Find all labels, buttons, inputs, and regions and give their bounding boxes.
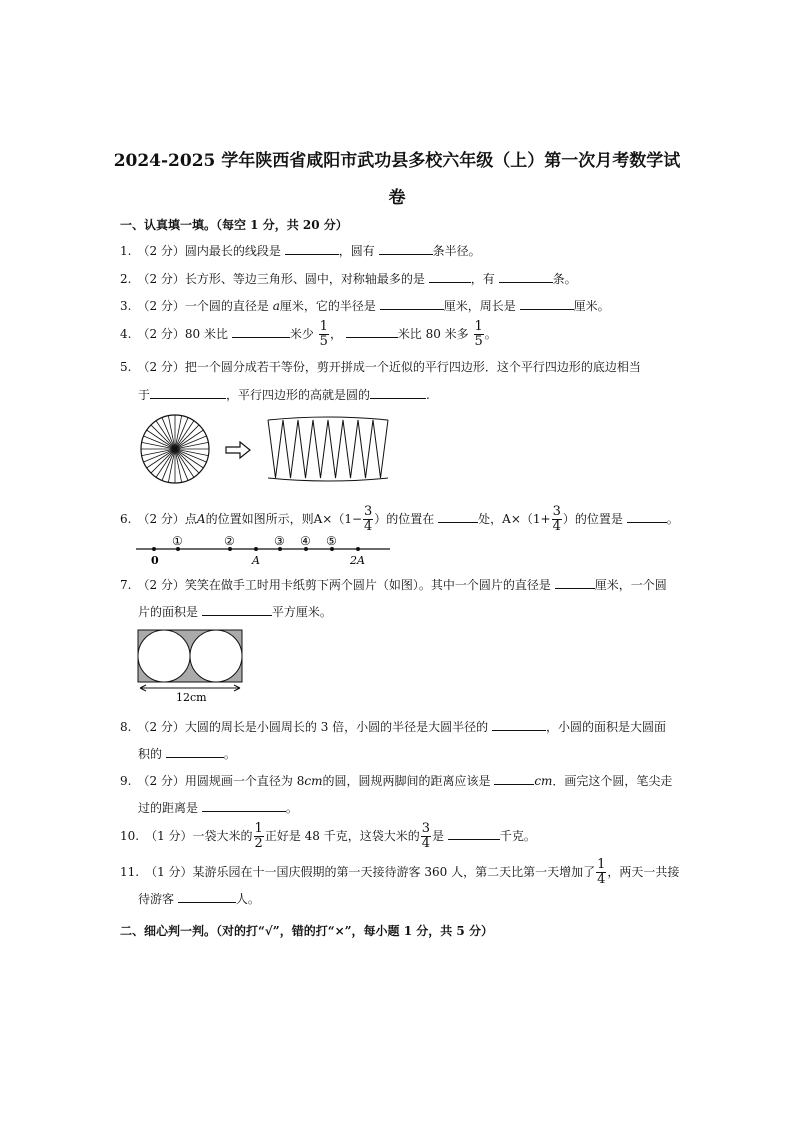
question-7-line1: 7. （2 分）笑笑在做手工时用卡纸剪下两个圆片（如图）。其中一个圆片的直径是 厘米，一个圆 <box>120 578 667 592</box>
answer-blank[interactable] <box>178 890 236 903</box>
answer-blank[interactable] <box>232 325 290 338</box>
answer-blank[interactable] <box>380 297 444 310</box>
answer-blank[interactable] <box>494 772 534 785</box>
fraction: $\frac{3}{4}$ <box>552 504 561 534</box>
answer-blank[interactable] <box>429 270 471 283</box>
answer-blank[interactable] <box>555 576 595 589</box>
question-6: 6. （2 分）点A的位置如图所示，则A×（1− $\frac{3}{4}$ ）的位置在 处，A×（1+ $\frac{3}{4}$ ）的位置是 。 <box>120 504 679 534</box>
question-5-line2: 于 ，平行四边形的高就是圆的 . <box>138 388 430 402</box>
question-9-line2: 过的距离是 。 <box>138 801 298 815</box>
circle-to-parallelogram-figure <box>138 412 398 486</box>
question-8-line1: 8. （2 分）大圆的周长是小圆周长的 3 倍，小圆的半径是大圆半径的 ，小圆的面积是大圆面 <box>120 720 667 734</box>
section1-heading: 一、认真填一填。（每空 1 分，共 20 分） <box>120 218 348 232</box>
question-11-line1: 11. （1 分）某游乐园在十一国庆假期的第一天接待游客 360 人，第二天比第一天增加了 $\frac{1}{4}$ ，两天一共接 <box>120 857 680 887</box>
label-circled-1: ① <box>172 534 183 548</box>
question-4: 4. （2 分）80 米比 米少 $\frac{1}{5}$ ， 米比 80 米多 $\frac{1}{5}$ 。 <box>120 319 497 349</box>
fraction: $\frac{1}{4}$ <box>597 857 606 887</box>
answer-blank[interactable] <box>438 510 478 523</box>
question-10: 10. （1 分）一袋大米的 $\frac{1}{2}$ 正好是 48 千克，这袋大米的 $\frac{3}{4}$ 是 千克。 <box>120 821 536 851</box>
question-8-line2: 积的 。 <box>138 747 236 761</box>
fraction: $\frac{3}{4}$ <box>421 821 431 851</box>
answer-blank[interactable] <box>166 745 224 758</box>
question-7-line2: 片的面积是 平方厘米。 <box>138 605 332 619</box>
label-2a: 2A <box>350 554 365 565</box>
answer-blank[interactable] <box>346 325 398 338</box>
question-3: 3. （2 分）一个圆的直径是 a厘米，它的半径是 厘米，周长是 厘米。 <box>120 299 610 313</box>
fraction: $\frac{3}{4}$ <box>364 504 373 534</box>
question-11-line2: 待游客 人。 <box>138 892 260 906</box>
point-zero <box>152 547 156 551</box>
answer-blank[interactable] <box>202 603 272 616</box>
answer-blank[interactable] <box>285 242 339 255</box>
fraction: $\frac{1}{2}$ <box>254 821 263 851</box>
question-1: 1. （2 分）圆内最长的线段是 ，圆有 条半径。 <box>120 244 481 258</box>
question-5-line1: 5. （2 分）把一个圆分成若干等份，剪开拼成一个近似的平行四边形．这个平行四边形的底边相当 <box>120 360 641 374</box>
label-circled-5: ⑤ <box>326 534 337 548</box>
circle-right <box>190 630 242 682</box>
answer-blank[interactable] <box>499 270 553 283</box>
answer-blank[interactable] <box>492 718 546 731</box>
document-title-line1: 2024-2025 学年陕西省咸阳市武功县多校六年级（上）第一次月考数学试 <box>113 151 681 171</box>
answer-blank[interactable] <box>202 799 286 812</box>
number-line-figure <box>136 533 396 565</box>
two-circles-figure <box>136 628 248 704</box>
divided-circle-icon <box>141 415 209 483</box>
question-9-line1: 9. （2 分）用圆规画一个直径为 8cm的圆，圆规两脚间的距离应该是 cm．画完这个圆，笔尖走 <box>120 774 673 788</box>
section2-heading: 二、细心判一判。（对的打“√”，错的打“×”，每小题 1 分，共 5 分） <box>120 924 493 938</box>
document-title-line2: 卷 <box>388 188 406 208</box>
answer-blank[interactable] <box>379 242 433 255</box>
label-zero: 0 <box>151 554 159 565</box>
answer-blank[interactable] <box>370 386 426 399</box>
question-2: 2. （2 分）长方形、等边三角形、圆中，对称轴最多的是 ，有 条。 <box>120 272 577 286</box>
point-2a <box>356 547 360 551</box>
label-a: A <box>252 554 260 565</box>
label-circled-4: ④ <box>300 534 311 548</box>
circle-left <box>138 630 190 682</box>
point-a <box>254 547 258 551</box>
right-arrow-icon <box>226 442 250 458</box>
fraction: $\frac{1}{5}$ <box>319 319 328 349</box>
label-circled-3: ③ <box>274 534 285 548</box>
answer-blank[interactable] <box>520 297 574 310</box>
answer-blank[interactable] <box>448 827 500 840</box>
label-circled-2: ② <box>224 534 235 548</box>
parallelogram-icon <box>268 417 388 481</box>
answer-blank[interactable] <box>150 386 226 399</box>
dimension-label: 12cm <box>176 691 207 704</box>
fraction: $\frac{1}{5}$ <box>474 319 483 349</box>
answer-blank[interactable] <box>627 510 667 523</box>
